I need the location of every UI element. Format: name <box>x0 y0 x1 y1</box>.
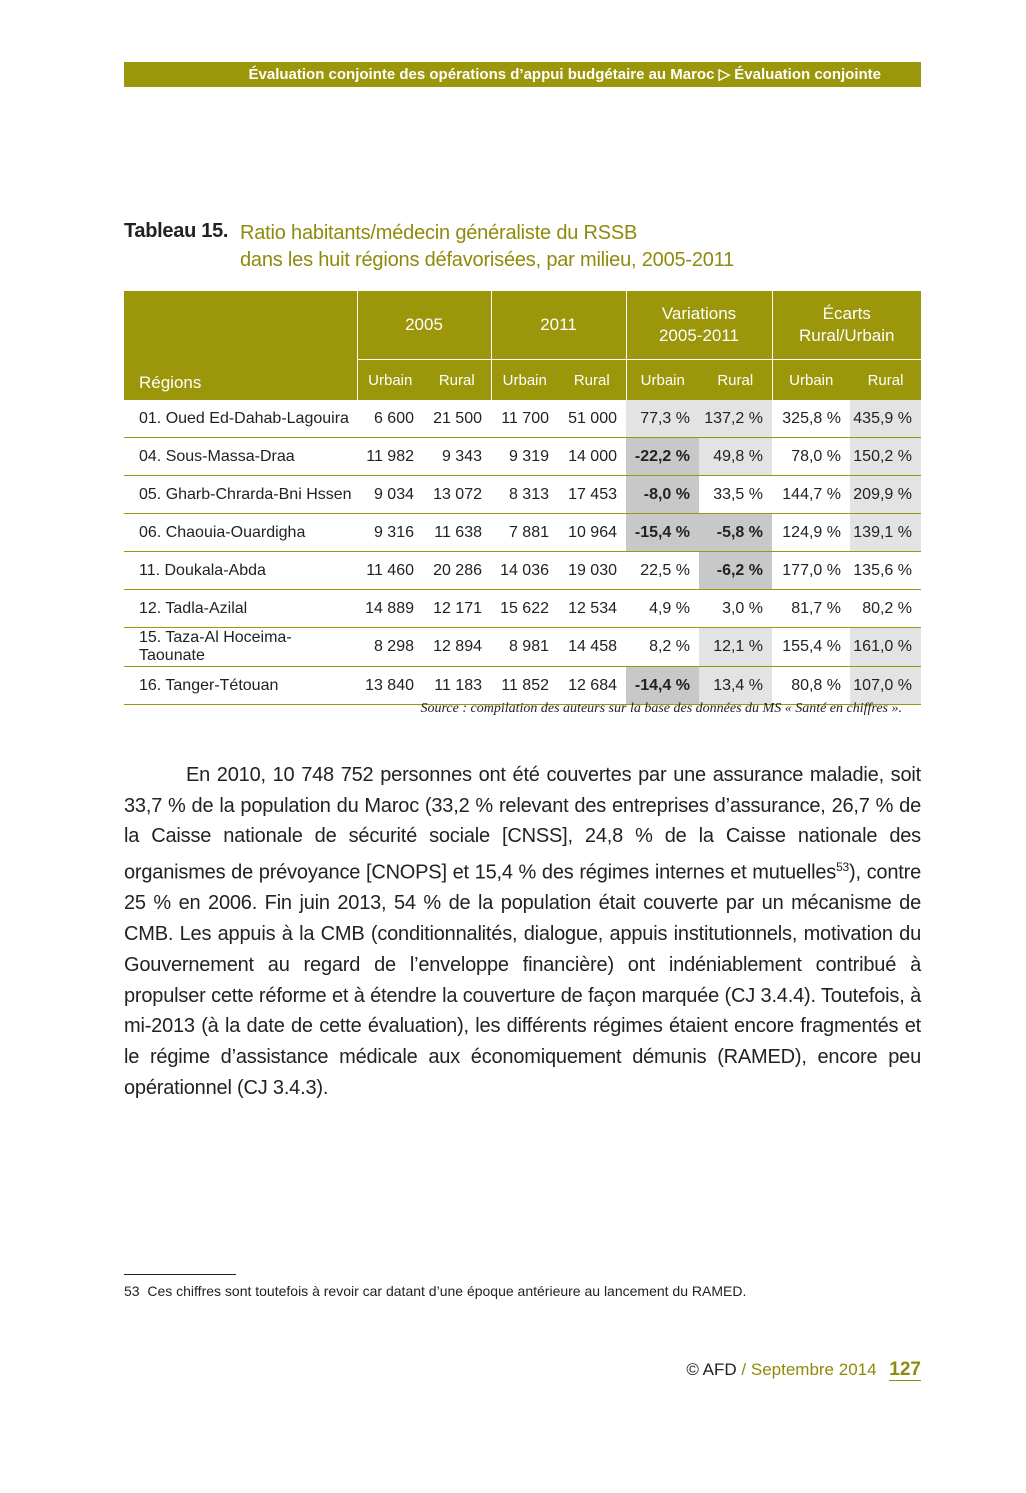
cell-urbain-2011: 8 981 <box>491 628 558 667</box>
cell-urbain-2011: 8 313 <box>491 476 558 514</box>
cell-rural-2011: 51 000 <box>558 400 626 438</box>
cell-urbain-2005: 9 034 <box>357 476 423 514</box>
body-paragraph <box>124 760 921 1103</box>
cell-urbain-2005: 11 982 <box>357 438 423 476</box>
cell-ecart-urbain: 124,9 % <box>772 514 850 552</box>
cell-rural-2005: 12 894 <box>423 628 491 667</box>
cell-urbain-2011: 15 622 <box>491 590 558 628</box>
cell-ecart-rural: 161,0 % <box>850 628 921 667</box>
subheader-rural-2005: Rural <box>423 360 491 401</box>
cell-rural-2005: 21 500 <box>423 400 491 438</box>
cell-variation-rural: -5,8 % <box>699 514 772 552</box>
cell-rural-2011: 19 030 <box>558 552 626 590</box>
cell-ecart-rural: 107,0 % <box>850 667 921 705</box>
footnote-number: 53 <box>124 1283 140 1299</box>
footnote <box>124 1283 746 1299</box>
body-part2: ), contre 25 % en 2006. Fin juin 2013, 54 % de la population était couverte par un mécanisme de CMB. Les appuis à la CMB (conditionnalités, dialogue, appuis institutionnels, motivation du Gouvernement au regard de l’enveloppe financière) ont indéniablement contribué à propulser cette réforme et à étendre la couverture de façon marquée (CJ 3.4.4). Toutefois, à mi-2013 (à la date de cette évaluation), les différents régimes étaient encore fragmentés et le régime d’assistance médicale aux économiquement démunis (RAMED), encore peu opérationnel (CJ 3.4.3). <box>124 861 921 1099</box>
cell-variation-urbain: -15,4 % <box>626 514 699 552</box>
subheader-urbain-2005: Urbain <box>357 360 423 401</box>
subheader-urbain-2011: Urbain <box>491 360 558 401</box>
cell-variation-urbain: 8,2 % <box>626 628 699 667</box>
cell-rural-2011: 14 000 <box>558 438 626 476</box>
regions-header: Régions <box>124 291 357 400</box>
page-number: 127 <box>889 1359 921 1380</box>
table-source: Source : compilation des auteurs sur la base des données du MS « Santé en chiffres ». <box>420 701 902 716</box>
region-cell: 04. Sous-Massa-Draa <box>124 438 357 476</box>
footnote-reference[interactable]: 53 <box>836 860 850 875</box>
cell-urbain-2011: 14 036 <box>491 552 558 590</box>
cell-urbain-2011: 11 700 <box>491 400 558 438</box>
region-cell: 05. Gharb-Chrarda-Bni Hssen <box>124 476 357 514</box>
cell-variation-urbain: 77,3 % <box>626 400 699 438</box>
cell-rural-2011: 14 458 <box>558 628 626 667</box>
subheader-urbain-variations: Urbain <box>626 360 699 401</box>
cell-variation-urbain: 22,5 % <box>626 552 699 590</box>
variations-line1: Variations <box>661 304 737 323</box>
group-header-ecarts <box>772 291 921 360</box>
cell-ecart-urbain: 177,0 % <box>772 552 850 590</box>
cell-urbain-2011: 7 881 <box>491 514 558 552</box>
cell-variation-rural: 3,0 % <box>699 590 772 628</box>
cell-ecart-rural: 80,2 % <box>850 590 921 628</box>
table-title-line1: Ratio habitants/médecin généraliste du RSSB <box>240 222 638 244</box>
cell-urbain-2005: 6 600 <box>357 400 423 438</box>
footer-copyright: © AFD <box>686 1360 737 1379</box>
data-table <box>124 291 921 705</box>
table-row <box>124 667 921 705</box>
cell-ecart-rural: 139,1 % <box>850 514 921 552</box>
cell-variation-rural: 12,1 % <box>699 628 772 667</box>
cell-ecart-urbain: 80,8 % <box>772 667 850 705</box>
footer-date: / Septembre 2014 <box>741 1360 877 1379</box>
cell-variation-urbain: 4,9 % <box>626 590 699 628</box>
region-cell: 15. Taza-Al Hoceima-Taounate <box>124 628 357 667</box>
cell-urbain-2011: 9 319 <box>491 438 558 476</box>
table-title <box>240 220 734 274</box>
cell-ecart-urbain: 325,8 % <box>772 400 850 438</box>
cell-urbain-2005: 13 840 <box>357 667 423 705</box>
region-cell: 11. Doukala-Abda <box>124 552 357 590</box>
cell-urbain-2005: 14 889 <box>357 590 423 628</box>
cell-rural-2005: 13 072 <box>423 476 491 514</box>
cell-ecart-rural: 150,2 % <box>850 438 921 476</box>
cell-rural-2011: 12 534 <box>558 590 626 628</box>
running-header <box>124 62 921 87</box>
cell-ecart-rural: 135,6 % <box>850 552 921 590</box>
cell-urbain-2005: 11 460 <box>357 552 423 590</box>
region-cell: 06. Chaouia-Ouardigha <box>124 514 357 552</box>
region-cell: 12. Tadla-Azilal <box>124 590 357 628</box>
table-row <box>124 400 921 438</box>
table-title-line2: dans les huit régions défavorisées, par milieu, 2005-2011 <box>240 249 735 271</box>
running-header-text: Évaluation conjointe des opérations d’appui budgétaire au Maroc ▷ Évaluation conjointe <box>248 66 881 83</box>
cell-variation-rural: -6,2 % <box>699 552 772 590</box>
page-footer <box>686 1359 921 1381</box>
cell-variation-rural: 13,4 % <box>699 667 772 705</box>
group-header-variations <box>626 291 772 360</box>
ecarts-line1: Écarts <box>822 304 871 323</box>
cell-rural-2011: 12 684 <box>558 667 626 705</box>
region-cell: 01. Oued Ed-Dahab-Lagouira <box>124 400 357 438</box>
cell-rural-2005: 20 286 <box>423 552 491 590</box>
table-number: Tableau 15. <box>124 220 229 242</box>
cell-ecart-urbain: 144,7 % <box>772 476 850 514</box>
cell-rural-2011: 10 964 <box>558 514 626 552</box>
ecarts-line2: Rural/Urbain <box>799 326 895 345</box>
cell-rural-2005: 11 638 <box>423 514 491 552</box>
subheader-rural-variations: Rural <box>699 360 772 401</box>
cell-urbain-2005: 8 298 <box>357 628 423 667</box>
cell-ecart-urbain: 78,0 % <box>772 438 850 476</box>
cell-variation-rural: 137,2 % <box>699 400 772 438</box>
cell-ecart-rural: 209,9 % <box>850 476 921 514</box>
body-part1: En 2010, 10 748 752 personnes ont été couvertes par une assurance maladie, soit 33,7 % de la population du Maroc (33,2 % relevant des entreprises d’assurance, 26,7 % de la Caisse nationale de sécurité sociale [CNSS], 24,8 % de la Caisse nationale des organismes de prévoyance [CNOPS] et 15,4 % des régimes internes et mutuelles <box>124 764 921 884</box>
table-row <box>124 590 921 628</box>
footnote-text: Ces chiffres sont toutefois à revoir car datant d’une époque antérieure au lancement du RAMED. <box>147 1283 747 1299</box>
table-row <box>124 514 921 552</box>
table-row <box>124 552 921 590</box>
cell-variation-urbain: -8,0 % <box>626 476 699 514</box>
table-row <box>124 476 921 514</box>
table-row <box>124 628 921 667</box>
variations-line2: 2005-2011 <box>658 326 740 345</box>
cell-urbain-2011: 11 852 <box>491 667 558 705</box>
region-cell: 16. Tanger-Tétouan <box>124 667 357 705</box>
cell-rural-2011: 17 453 <box>558 476 626 514</box>
cell-urbain-2005: 9 316 <box>357 514 423 552</box>
cell-rural-2005: 12 171 <box>423 590 491 628</box>
subheader-rural-ecarts: Rural <box>850 360 921 401</box>
cell-ecart-rural: 435,9 % <box>850 400 921 438</box>
subheader-rural-2011: Rural <box>558 360 626 401</box>
footnote-rule <box>124 1274 236 1275</box>
cell-rural-2005: 11 183 <box>423 667 491 705</box>
subheader-urbain-ecarts: Urbain <box>772 360 850 401</box>
cell-variation-urbain: -14,4 % <box>626 667 699 705</box>
group-header-2011: 2011 <box>491 291 626 360</box>
cell-variation-rural: 33,5 % <box>699 476 772 514</box>
cell-variation-urbain: -22,2 % <box>626 438 699 476</box>
cell-ecart-urbain: 81,7 % <box>772 590 850 628</box>
cell-rural-2005: 9 343 <box>423 438 491 476</box>
group-header-2005: 2005 <box>357 291 491 360</box>
cell-ecart-urbain: 155,4 % <box>772 628 850 667</box>
cell-variation-rural: 49,8 % <box>699 438 772 476</box>
table-row <box>124 438 921 476</box>
